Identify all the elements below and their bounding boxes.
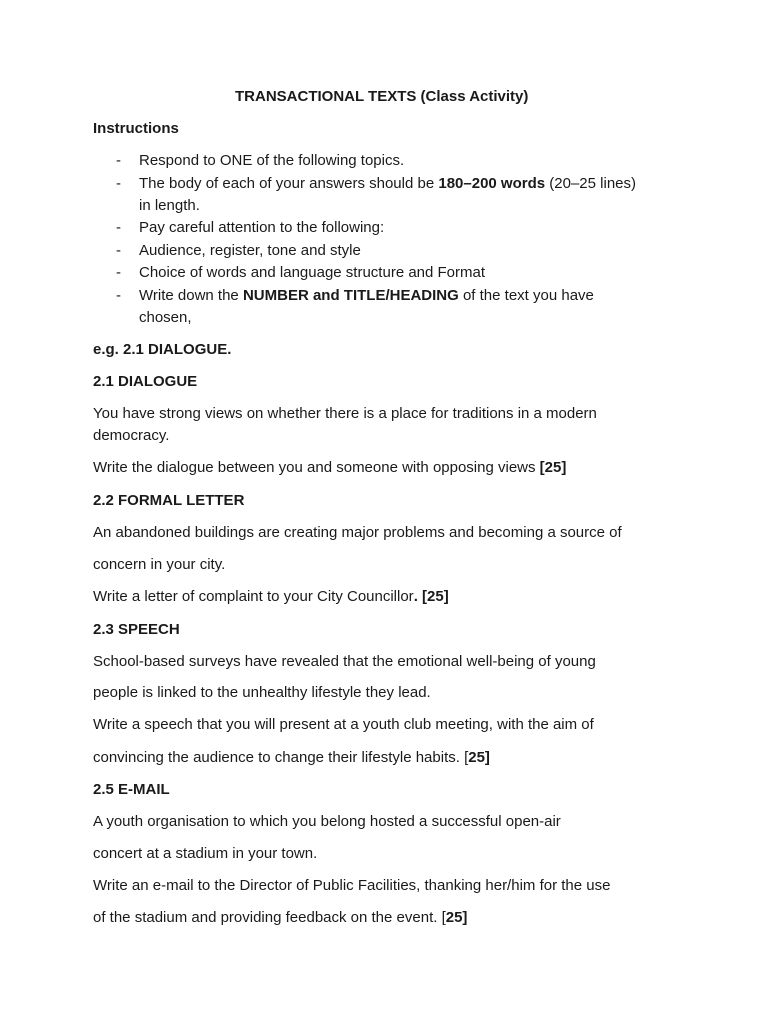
marks: [25] bbox=[539, 459, 567, 476]
bullet-marker: - bbox=[116, 264, 121, 281]
bullet-marker: - bbox=[116, 219, 121, 236]
instructions-heading: Instructions bbox=[93, 120, 179, 137]
task-line: Write the dialogue between you and someone with opposing views [25] bbox=[93, 459, 567, 476]
task-line: Write a letter of complaint to your City Councillor. [25] bbox=[93, 588, 449, 605]
word-count-emphasis: 180–200 words bbox=[438, 175, 546, 192]
paragraph: democracy. bbox=[93, 427, 170, 444]
number-title-emphasis: NUMBER and TITLE/HEADING bbox=[242, 287, 459, 304]
paragraph: concern in your city. bbox=[93, 556, 226, 573]
bullet-marker: - bbox=[116, 175, 121, 192]
bullet-marker: - bbox=[116, 152, 121, 169]
paragraph: You have strong views on whether there is a place for traditions in a modern bbox=[93, 405, 597, 422]
instruction-item-continuation: chosen, bbox=[139, 309, 192, 326]
section-heading-formal-letter: 2.2 FORMAL LETTER bbox=[93, 492, 245, 509]
instruction-item: Choice of words and language structure and Format bbox=[139, 264, 486, 281]
section-heading-dialogue: 2.1 DIALOGUE bbox=[93, 373, 198, 390]
bullet-marker: - bbox=[116, 287, 121, 304]
section-heading-email: 2.5 E-MAIL bbox=[93, 781, 170, 798]
paragraph: people is linked to the unhealthy lifestyle they lead. bbox=[93, 684, 431, 701]
instruction-item: Write down the NUMBER and TITLE/HEADING of the text you have bbox=[139, 287, 594, 304]
bullet-marker: - bbox=[116, 242, 121, 259]
paragraph: An abandoned buildings are creating major problems and becoming a source of bbox=[93, 524, 622, 541]
task-line: Write an e-mail to the Director of Public Facilities, thanking her/him for the use bbox=[93, 877, 611, 894]
instruction-item-continuation: in length. bbox=[139, 197, 200, 214]
instruction-item: Pay careful attention to the following: bbox=[139, 219, 385, 236]
task-line: convincing the audience to change their lifestyle habits. [25] bbox=[93, 749, 490, 766]
task-line: of the stadium and providing feedback on the event. [25] bbox=[93, 909, 468, 926]
section-heading-speech: 2.3 SPEECH bbox=[93, 621, 180, 638]
marks: . [25] bbox=[413, 588, 449, 605]
document-title: TRANSACTIONAL TEXTS (Class Activity) bbox=[235, 88, 529, 105]
instruction-item: Respond to ONE of the following topics. bbox=[139, 152, 405, 169]
paragraph: School-based surveys have revealed that the emotional well-being of young bbox=[93, 653, 596, 670]
example-label: e.g. 2.1 DIALOGUE. bbox=[93, 341, 232, 358]
paragraph: concert at a stadium in your town. bbox=[93, 845, 318, 862]
instruction-item: Audience, register, tone and style bbox=[139, 242, 361, 259]
paragraph: A youth organisation to which you belong hosted a successful open-air bbox=[93, 813, 561, 830]
marks: 25] bbox=[445, 909, 468, 926]
marks: 25] bbox=[468, 749, 490, 766]
instruction-item: The body of each of your answers should be 180–200 words (20–25 lines) bbox=[139, 175, 636, 192]
task-line: Write a speech that you will present at a youth club meeting, with the aim of bbox=[93, 716, 594, 733]
